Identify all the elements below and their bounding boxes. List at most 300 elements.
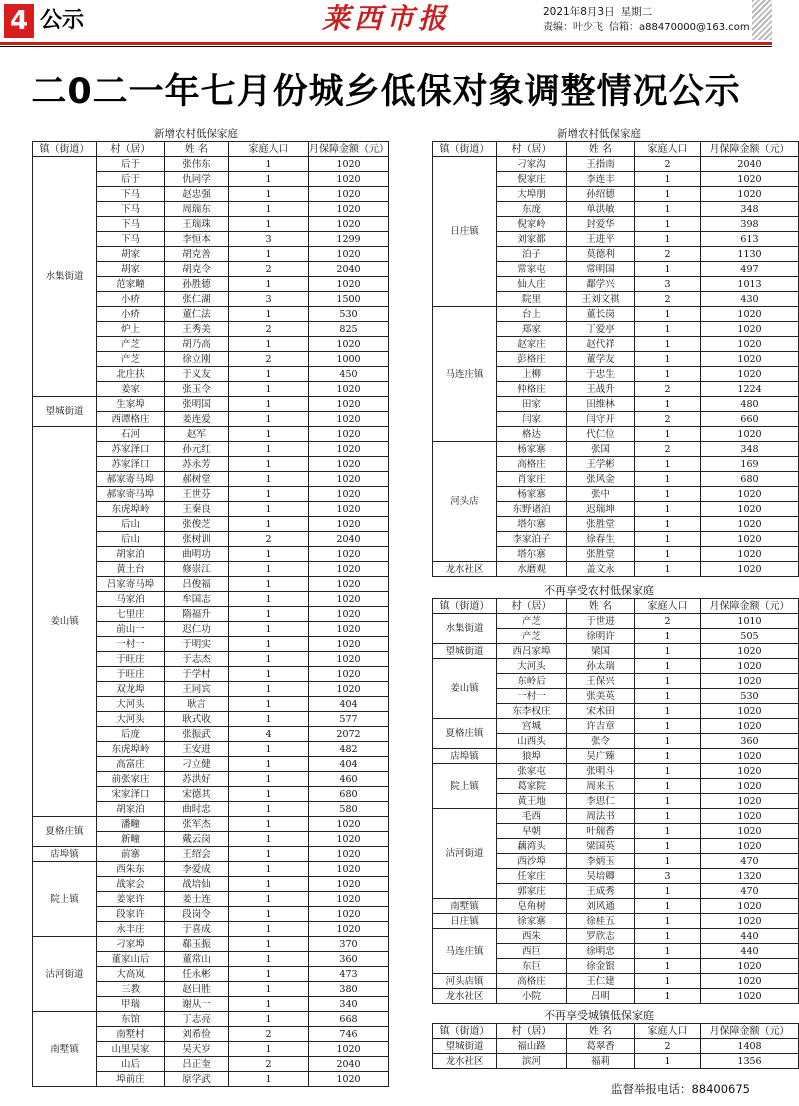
column-header: 家庭人口 — [635, 599, 701, 614]
village-cell: 藕湾头 — [497, 839, 567, 854]
name-cell: 封爱华 — [567, 217, 635, 232]
name-cell: 李炳玉 — [567, 854, 635, 869]
household-size-cell: 1 — [229, 307, 309, 322]
name-cell: 徐立刚 — [165, 352, 229, 367]
village-cell: 新疃 — [97, 832, 165, 847]
village-cell: 北庄扶 — [97, 367, 165, 382]
name-cell: 莫德利 — [567, 247, 635, 262]
name-cell: 王学彬 — [567, 457, 635, 472]
table-row — [33, 1012, 389, 1027]
table-row — [433, 719, 799, 734]
column-header: 镇（街道） — [433, 142, 497, 157]
name-cell: 董长岗 — [567, 307, 635, 322]
monthly-amount-cell: 1020 — [701, 532, 799, 547]
name-cell: 郝树堂 — [165, 472, 229, 487]
household-size-cell: 1 — [635, 487, 701, 502]
name-cell: 张美英 — [567, 689, 635, 704]
name-cell: 王秦良 — [165, 502, 229, 517]
table-row — [433, 809, 799, 824]
monthly-amount-cell: 1020 — [309, 832, 389, 847]
village-cell: 山里吴家 — [97, 1042, 165, 1057]
village-cell: 大河头 — [97, 697, 165, 712]
monthly-amount-cell: 1020 — [309, 472, 389, 487]
monthly-amount-cell: 1020 — [309, 427, 389, 442]
monthly-amount-cell: 1020 — [309, 502, 389, 517]
village-cell: 泊子 — [497, 247, 567, 262]
monthly-amount-cell: 460 — [309, 772, 389, 787]
household-size-cell: 1 — [635, 472, 701, 487]
household-size-cell: 1 — [635, 689, 701, 704]
name-cell: 张俊芝 — [165, 517, 229, 532]
monthly-amount-cell: 473 — [309, 967, 389, 982]
name-cell: 隋福升 — [165, 607, 229, 622]
household-size-cell: 2 — [635, 382, 701, 397]
village-cell: 埠前庄 — [97, 1072, 165, 1087]
village-cell: 产芝 — [497, 614, 567, 629]
name-cell: 耿式收 — [165, 712, 229, 727]
editor-line — [543, 21, 756, 35]
table-row — [33, 397, 389, 412]
name-cell: 赵军 — [165, 427, 229, 442]
household-size-cell: 1 — [635, 734, 701, 749]
name-cell: 原学武 — [165, 1072, 229, 1087]
table-row — [433, 1039, 799, 1054]
household-size-cell: 2 — [635, 157, 701, 172]
column-header: 月保障金额（元） — [701, 142, 799, 157]
village-cell: 前山一 — [97, 622, 165, 637]
village-cell: 彭格庄 — [497, 352, 567, 367]
village-cell: 于旺庄 — [97, 667, 165, 682]
village-cell: 杨家寨 — [497, 487, 567, 502]
household-size-cell: 1 — [635, 307, 701, 322]
household-size-cell: 3 — [635, 869, 701, 884]
monthly-amount-cell: 497 — [701, 262, 799, 277]
household-size-cell: 2 — [229, 322, 309, 337]
monthly-amount-cell: 1020 — [701, 367, 799, 382]
name-cell: 张玉令 — [165, 382, 229, 397]
monthly-amount-cell: 1356 — [701, 1054, 799, 1069]
town-cell: 南墅镇 — [33, 1012, 97, 1087]
household-size-cell: 1 — [229, 547, 309, 562]
village-cell: 胡家 — [97, 247, 165, 262]
new-rural-left-table — [32, 141, 389, 1087]
town-cell: 沽河街道 — [33, 937, 97, 1012]
household-size-cell: 1 — [229, 517, 309, 532]
town-cell: 马连庄镇 — [433, 929, 497, 974]
monthly-amount-cell: 470 — [701, 854, 799, 869]
monthly-amount-cell: 440 — [701, 944, 799, 959]
household-size-cell: 1 — [635, 187, 701, 202]
town-cell: 店埠镇 — [33, 847, 97, 862]
household-size-cell: 3 — [229, 292, 309, 307]
table-row — [433, 974, 799, 989]
name-cell: 闫守开 — [567, 412, 635, 427]
name-cell: 王成秀 — [567, 884, 635, 899]
monthly-amount-cell: 1020 — [309, 397, 389, 412]
town-cell: 日庄镇 — [433, 914, 497, 929]
household-size-cell: 1 — [229, 652, 309, 667]
column-header: 姓 名 — [567, 142, 635, 157]
name-cell: 张伟东 — [165, 157, 229, 172]
name-cell: 周法书 — [567, 809, 635, 824]
household-size-cell: 1 — [635, 674, 701, 689]
village-cell: 塔尔寨 — [497, 547, 567, 562]
table-row — [433, 614, 799, 629]
village-cell: 石河 — [97, 427, 165, 442]
village-cell: 一村一 — [97, 637, 165, 652]
town-cell: 院上镇 — [33, 862, 97, 937]
name-cell: 宋术田 — [567, 704, 635, 719]
monthly-amount-cell: 1020 — [701, 914, 799, 929]
household-size-cell: 3 — [635, 277, 701, 292]
household-size-cell: 4 — [229, 727, 309, 742]
monthly-amount-cell: 169 — [701, 457, 799, 472]
masthead-corner-decoration — [752, 0, 772, 40]
household-size-cell: 1 — [229, 742, 309, 757]
village-cell: 福山路 — [497, 1039, 567, 1054]
name-cell: 葛翠香 — [567, 1039, 635, 1054]
village-cell: 七里庄 — [97, 607, 165, 622]
household-size-cell: 2 — [229, 1027, 309, 1042]
table-header-row — [33, 142, 389, 157]
village-cell: 双龙埠 — [97, 682, 165, 697]
household-size-cell: 1 — [635, 397, 701, 412]
column-header: 月保障金额（元） — [701, 1024, 799, 1039]
monthly-amount-cell: 1020 — [309, 682, 389, 697]
monthly-amount-cell: 1020 — [701, 989, 799, 1004]
caption-removed-urban: 不再享受城镇低保家庭 — [544, 1009, 654, 1022]
town-cell: 龙水社区 — [433, 1054, 497, 1069]
household-size-cell: 1 — [229, 442, 309, 457]
monthly-amount-cell: 1020 — [309, 1072, 389, 1087]
town-cell: 水集街道 — [433, 614, 497, 644]
village-cell: 肖家庄 — [497, 472, 567, 487]
household-size-cell: 1 — [229, 412, 309, 427]
table-header-row — [433, 1024, 799, 1039]
town-cell: 马连庄镇 — [433, 307, 497, 442]
name-cell: 于学村 — [165, 667, 229, 682]
name-cell: 于喜成 — [165, 922, 229, 937]
village-cell: 宫城 — [497, 719, 567, 734]
name-cell: 丁爱亭 — [567, 322, 635, 337]
column-header: 镇（街道） — [433, 599, 497, 614]
table-row — [433, 929, 799, 944]
village-cell: 前寨 — [97, 847, 165, 862]
name-cell: 张令 — [567, 734, 635, 749]
village-cell: 仲格庄 — [497, 382, 567, 397]
name-cell: 刁立健 — [165, 757, 229, 772]
monthly-amount-cell: 1020 — [309, 877, 389, 892]
household-size-cell: 1 — [229, 967, 309, 982]
village-cell: 东馆 — [97, 1012, 165, 1027]
village-cell: 狼埠 — [497, 749, 567, 764]
household-size-cell: 1 — [635, 547, 701, 562]
household-size-cell: 1 — [635, 899, 701, 914]
name-cell: 代仁位 — [567, 427, 635, 442]
monthly-amount-cell: 1020 — [701, 562, 799, 577]
name-cell: 丁志亮 — [165, 1012, 229, 1027]
town-cell: 龙水社区 — [433, 562, 497, 577]
name-cell: 周瑞东 — [165, 202, 229, 217]
monthly-amount-cell: 398 — [701, 217, 799, 232]
column-header: 镇（街道） — [33, 142, 97, 157]
household-size-cell: 1 — [635, 779, 701, 794]
village-cell: 范家疃 — [97, 277, 165, 292]
column-header: 家庭人口 — [635, 142, 701, 157]
monthly-amount-cell: 668 — [309, 1012, 389, 1027]
name-cell: 张明斗 — [567, 764, 635, 779]
monthly-amount-cell: 1020 — [309, 817, 389, 832]
monthly-amount-cell: 1020 — [309, 622, 389, 637]
household-size-cell: 1 — [229, 757, 309, 772]
household-size-cell: 1 — [635, 1054, 701, 1069]
monthly-amount-cell: 1020 — [701, 517, 799, 532]
name-cell: 吕俊福 — [165, 577, 229, 592]
caption-new-rural-right: 新增农村低保家庭 — [557, 128, 641, 140]
household-size-cell: 1 — [635, 944, 701, 959]
monthly-amount-cell: 746 — [309, 1027, 389, 1042]
household-size-cell: 1 — [229, 202, 309, 217]
village-cell: 后庞 — [97, 727, 165, 742]
monthly-amount-cell: 1020 — [309, 247, 389, 262]
household-size-cell: 1 — [635, 457, 701, 472]
issue-date-text: 2021年8月3日 — [543, 6, 615, 18]
name-cell: 王仁建 — [567, 974, 635, 989]
household-size-cell: 1 — [229, 1072, 309, 1087]
household-size-cell: 1 — [229, 712, 309, 727]
page-number-badge: 4 — [4, 4, 34, 38]
household-size-cell: 1 — [229, 247, 309, 262]
monthly-amount-cell: 380 — [309, 982, 389, 997]
village-cell: 后山 — [97, 517, 165, 532]
monthly-amount-cell: 440 — [701, 929, 799, 944]
town-cell: 望城街道 — [433, 644, 497, 659]
household-size-cell: 1 — [229, 907, 309, 922]
household-size-cell: 1 — [635, 367, 701, 382]
household-size-cell: 2 — [229, 352, 309, 367]
village-cell: 姜家许 — [97, 892, 165, 907]
name-cell: 王指南 — [567, 157, 635, 172]
column-header: 月保障金额（元） — [701, 599, 799, 614]
village-cell: 任家庄 — [497, 869, 567, 884]
town-cell: 河头店 — [433, 442, 497, 562]
village-cell: 水磨观 — [497, 562, 567, 577]
household-size-cell: 1 — [635, 794, 701, 809]
name-cell: 吕正奎 — [165, 1057, 229, 1072]
town-cell: 夏格庄镇 — [33, 817, 97, 847]
name-cell: 赵忠强 — [165, 187, 229, 202]
name-cell: 张仁湖 — [165, 292, 229, 307]
name-cell: 孙胜德 — [165, 277, 229, 292]
village-cell: 东虎埠岭 — [97, 502, 165, 517]
monthly-amount-cell: 1020 — [309, 922, 389, 937]
household-size-cell: 2 — [635, 247, 701, 262]
monthly-amount-cell: 1020 — [701, 307, 799, 322]
monthly-amount-cell: 1500 — [309, 292, 389, 307]
column-header: 姓 名 — [567, 599, 635, 614]
household-size-cell: 1 — [229, 682, 309, 697]
village-cell: 郑家 — [497, 322, 567, 337]
village-cell: 于旺庄 — [97, 652, 165, 667]
name-cell: 戴云岗 — [165, 832, 229, 847]
village-cell: 后山 — [97, 532, 165, 547]
name-cell: 鄱学兴 — [567, 277, 635, 292]
village-cell: 胡家泊 — [97, 547, 165, 562]
household-size-cell: 1 — [229, 952, 309, 967]
village-cell: 西沙埠 — [497, 854, 567, 869]
village-cell: 小疥 — [97, 307, 165, 322]
name-cell: 段岗令 — [165, 907, 229, 922]
monthly-amount-cell: 825 — [309, 322, 389, 337]
monthly-amount-cell: 360 — [309, 952, 389, 967]
household-size-cell: 1 — [635, 989, 701, 1004]
monthly-amount-cell: 1020 — [701, 352, 799, 367]
table-row — [33, 817, 389, 832]
household-size-cell: 1 — [229, 862, 309, 877]
name-cell: 王瑞珠 — [165, 217, 229, 232]
household-size-cell: 1 — [229, 577, 309, 592]
monthly-amount-cell: 1010 — [701, 614, 799, 629]
name-cell: 于忠生 — [567, 367, 635, 382]
monthly-amount-cell: 1020 — [701, 487, 799, 502]
name-cell: 李爱成 — [165, 862, 229, 877]
household-size-cell: 2 — [229, 1057, 309, 1072]
table-header-row — [433, 599, 799, 614]
name-cell: 周来玉 — [567, 779, 635, 794]
monthly-amount-cell: 1020 — [309, 457, 389, 472]
village-cell: 闫家 — [497, 412, 567, 427]
village-cell: 马家泊 — [97, 592, 165, 607]
household-size-cell: 1 — [229, 832, 309, 847]
monthly-amount-cell: 680 — [701, 472, 799, 487]
name-cell: 赵曰胜 — [165, 982, 229, 997]
town-cell: 南墅镇 — [433, 899, 497, 914]
monthly-amount-cell: 1020 — [309, 577, 389, 592]
village-cell: 下马 — [97, 232, 165, 247]
monthly-amount-cell: 1000 — [309, 352, 389, 367]
village-cell: 早朝 — [497, 824, 567, 839]
village-cell: 潘疃 — [97, 817, 165, 832]
monthly-amount-cell: 1013 — [701, 277, 799, 292]
household-size-cell: 1 — [635, 629, 701, 644]
household-size-cell: 1 — [229, 892, 309, 907]
town-cell: 望城街道 — [33, 397, 97, 427]
monthly-amount-cell: 1020 — [701, 719, 799, 734]
name-cell: 张树训 — [165, 532, 229, 547]
monthly-amount-cell: 1020 — [701, 779, 799, 794]
monthly-amount-cell: 1020 — [309, 157, 389, 172]
household-size-cell: 1 — [229, 667, 309, 682]
household-size-cell: 1 — [229, 382, 309, 397]
name-cell: 张胜堂 — [567, 547, 635, 562]
monthly-amount-cell: 1020 — [309, 337, 389, 352]
column-header: 家庭人口 — [229, 142, 309, 157]
monthly-amount-cell: 1020 — [309, 487, 389, 502]
household-size-cell: 1 — [635, 839, 701, 854]
monthly-amount-cell: 1320 — [701, 869, 799, 884]
caption-removed-rural: 不再享受农村低保家庭 — [544, 584, 654, 597]
monthly-amount-cell: 1020 — [701, 337, 799, 352]
household-size-cell: 1 — [229, 427, 309, 442]
monthly-amount-cell: 480 — [701, 397, 799, 412]
monthly-amount-cell: 2072 — [309, 727, 389, 742]
name-cell: 张军杰 — [165, 817, 229, 832]
monthly-amount-cell: 1020 — [309, 172, 389, 187]
section-name: 公示 — [40, 8, 85, 33]
household-size-cell: 1 — [229, 787, 309, 802]
village-cell: 战家会 — [97, 877, 165, 892]
name-cell: 吴广臻 — [567, 749, 635, 764]
village-cell: 倪家庄 — [497, 172, 567, 187]
monthly-amount-cell: 1020 — [309, 607, 389, 622]
village-cell: 下马 — [97, 217, 165, 232]
village-cell: 生家埠 — [97, 397, 165, 412]
name-cell: 修崇江 — [165, 562, 229, 577]
name-cell: 刘希俭 — [165, 1027, 229, 1042]
name-cell: 单洪敏 — [567, 202, 635, 217]
monthly-amount-cell: 340 — [309, 997, 389, 1012]
monthly-amount-cell: 1020 — [701, 427, 799, 442]
village-cell: 田家 — [497, 397, 567, 412]
household-size-cell: 1 — [229, 367, 309, 382]
monthly-amount-cell: 450 — [309, 367, 389, 382]
name-cell: 姜连爱 — [165, 412, 229, 427]
name-cell: 梁国英 — [567, 839, 635, 854]
name-cell: 福莉 — [567, 1054, 635, 1069]
monthly-amount-cell: 505 — [701, 629, 799, 644]
household-size-cell: 1 — [635, 337, 701, 352]
issue-weekday: 星期二 — [620, 6, 653, 18]
name-cell: 吴天岁 — [165, 1042, 229, 1057]
household-size-cell: 1 — [229, 877, 309, 892]
village-cell: 山后 — [97, 1057, 165, 1072]
village-cell: 张家屯 — [497, 764, 567, 779]
village-cell: 董家山后 — [97, 952, 165, 967]
monthly-amount-cell: 1020 — [701, 764, 799, 779]
village-cell: 南墅村 — [97, 1027, 165, 1042]
supervision-hotline: 监督举报电话：88400675 — [610, 1082, 750, 1096]
table-row — [433, 644, 799, 659]
village-cell: 产芝 — [97, 352, 165, 367]
household-size-cell: 2 — [635, 412, 701, 427]
household-size-cell: 1 — [229, 187, 309, 202]
name-cell: 赵代祥 — [567, 337, 635, 352]
village-cell: 后于 — [97, 157, 165, 172]
monthly-amount-cell: 1020 — [701, 659, 799, 674]
monthly-amount-cell: 580 — [309, 802, 389, 817]
village-cell: 西朱 — [497, 929, 567, 944]
name-cell: 孙元红 — [165, 442, 229, 457]
name-cell: 于义友 — [165, 367, 229, 382]
household-size-cell: 1 — [635, 914, 701, 929]
monthly-amount-cell: 1020 — [309, 907, 389, 922]
name-cell: 田维林 — [567, 397, 635, 412]
village-cell: 胡家 — [97, 262, 165, 277]
table-row — [433, 659, 799, 674]
household-size-cell: 1 — [229, 217, 309, 232]
village-cell: 李家泊子 — [497, 532, 567, 547]
village-cell: 下马 — [97, 202, 165, 217]
village-cell: 大河头 — [97, 712, 165, 727]
name-cell: 迟瑞坤 — [567, 502, 635, 517]
household-size-cell: 1 — [229, 172, 309, 187]
village-cell: 刘家都 — [497, 232, 567, 247]
village-cell: 西朱东 — [97, 862, 165, 877]
monthly-amount-cell: 613 — [701, 232, 799, 247]
monthly-amount-cell: 348 — [701, 442, 799, 457]
table-row — [433, 562, 799, 577]
village-cell: 前张家庄 — [97, 772, 165, 787]
